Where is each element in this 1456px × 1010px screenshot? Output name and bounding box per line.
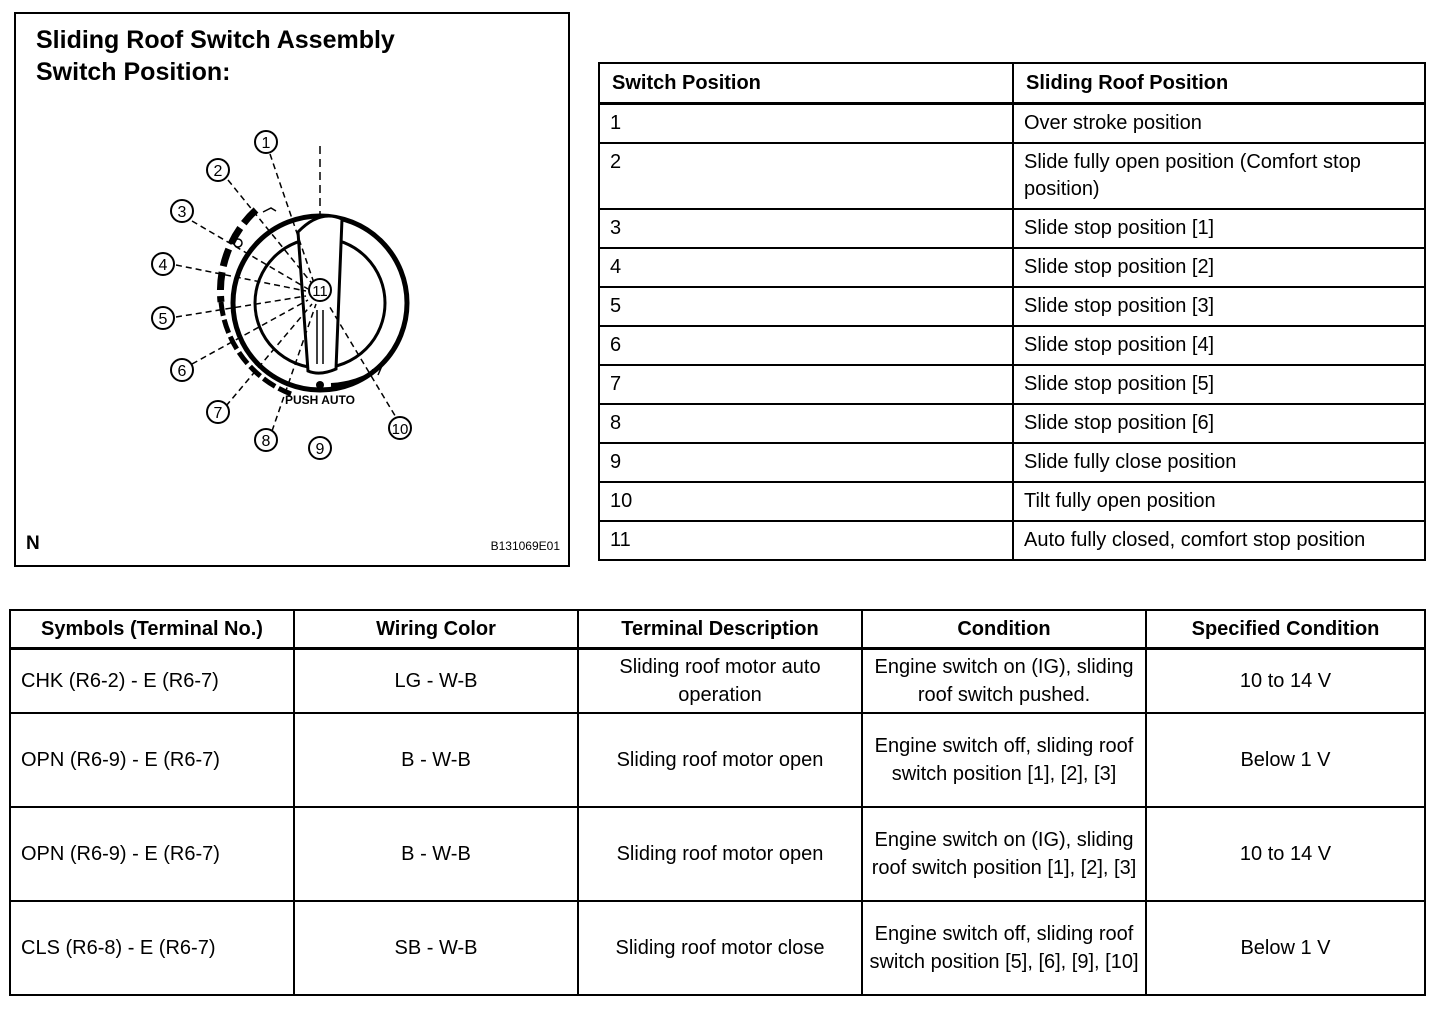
roof-position-cell: Over stroke position [1013, 104, 1425, 144]
specified-condition-cell: 10 to 14 V [1146, 807, 1425, 901]
switch-position-cell: 10 [599, 482, 1013, 521]
table-row [599, 287, 1425, 326]
condition-cell: Engine switch off, sliding roof switch position [5], [6], [9], [10] [862, 901, 1146, 995]
callout-7: 7 [213, 405, 223, 422]
table-row [599, 104, 1425, 144]
condition-cell: Engine switch on (IG), sliding roof switch position [1], [2], [3] [862, 807, 1146, 901]
switch-position-cell: 6 [599, 326, 1013, 365]
specified-condition-cell: 10 to 14 V [1146, 649, 1425, 713]
figure-code: B131069E01 [490, 539, 560, 553]
header-wiring-color: Wiring Color [294, 610, 578, 649]
switch-position-cell: 1 [599, 104, 1013, 144]
figure-title-line2: Switch Position: [36, 58, 231, 86]
header-symbols: Symbols (Terminal No.) [10, 610, 294, 649]
callout-3: 3 [177, 204, 187, 221]
callout-4: 4 [158, 257, 168, 274]
table-row [10, 649, 1425, 713]
roof-position-cell: Slide fully close position [1013, 443, 1425, 482]
callout-2: 2 [213, 163, 223, 180]
header-specified-condition: Specified Condition [1146, 610, 1425, 649]
switch-position-cell: 9 [599, 443, 1013, 482]
roof-position-cell: Tilt fully open position [1013, 482, 1425, 521]
table-row [599, 443, 1425, 482]
header-condition: Condition [862, 610, 1146, 649]
roof-position-cell: Auto fully closed, comfort stop position [1013, 521, 1425, 560]
table-row [599, 209, 1425, 248]
roof-position-cell: Slide stop position [1] [1013, 209, 1425, 248]
switch-diagram-figure [14, 12, 570, 567]
figure-corner-letter: N [26, 533, 40, 554]
header-switch-position: Switch Position [599, 63, 1013, 104]
switch-dial-diagram [16, 14, 568, 565]
description-cell: Sliding roof motor close [578, 901, 862, 995]
callout-6: 6 [177, 363, 187, 380]
switch-position-cell: 2 [599, 143, 1013, 209]
symbol-cell: CHK (R6-2) - E (R6-7) [10, 649, 294, 713]
push-auto-label: PUSH AUTO [284, 393, 356, 407]
callout-5: 5 [158, 311, 168, 328]
wiring-color-cell: B - W-B [294, 713, 578, 807]
description-cell: Sliding roof motor open [578, 807, 862, 901]
table-row [599, 365, 1425, 404]
wiring-color-cell: B - W-B [294, 807, 578, 901]
symbol-cell: CLS (R6-8) - E (R6-7) [10, 901, 294, 995]
table-header-row [599, 63, 1425, 104]
roof-position-cell: Slide stop position [3] [1013, 287, 1425, 326]
switch-position-cell: 8 [599, 404, 1013, 443]
switch-position-cell: 7 [599, 365, 1013, 404]
table-row [599, 482, 1425, 521]
switch-position-table [598, 62, 1426, 561]
table-row [10, 807, 1425, 901]
header-terminal-description: Terminal Description [578, 610, 862, 649]
wiring-color-cell: LG - W-B [294, 649, 578, 713]
wiring-color-cell: SB - W-B [294, 901, 578, 995]
terminal-table [9, 609, 1426, 996]
table-row [599, 521, 1425, 560]
symbol-cell: OPN (R6-9) - E (R6-7) [10, 807, 294, 901]
callout-8: 8 [261, 433, 271, 450]
figure-title-line1: Sliding Roof Switch Assembly [36, 26, 395, 54]
table-row [599, 248, 1425, 287]
switch-position-cell: 5 [599, 287, 1013, 326]
specified-condition-cell: Below 1 V [1146, 901, 1425, 995]
roof-position-cell: Slide stop position [5] [1013, 365, 1425, 404]
condition-cell: Engine switch on (IG), sliding roof switch pushed. [862, 649, 1146, 713]
switch-position-cell: 3 [599, 209, 1013, 248]
specified-condition-cell: Below 1 V [1146, 713, 1425, 807]
callout-9: 9 [315, 441, 325, 458]
condition-cell: Engine switch off, sliding roof switch position [1], [2], [3] [862, 713, 1146, 807]
callout-1: 1 [261, 135, 271, 152]
roof-position-cell: Slide stop position [6] [1013, 404, 1425, 443]
roof-position-cell: Slide stop position [4] [1013, 326, 1425, 365]
table-header-row [10, 610, 1425, 649]
table-row [10, 713, 1425, 807]
callout-10: 10 [391, 421, 409, 438]
switch-position-cell: 4 [599, 248, 1013, 287]
roof-position-cell: Slide stop position [2] [1013, 248, 1425, 287]
header-sliding-roof-position: Sliding Roof Position [1013, 63, 1425, 104]
callout-11: 11 [312, 283, 328, 300]
description-cell: Sliding roof motor open [578, 713, 862, 807]
table-row [599, 404, 1425, 443]
switch-position-cell: 11 [599, 521, 1013, 560]
table-row [599, 326, 1425, 365]
description-cell: Sliding roof motor auto operation [578, 649, 862, 713]
table-row [10, 901, 1425, 995]
symbol-cell: OPN (R6-9) - E (R6-7) [10, 713, 294, 807]
roof-position-cell: Slide fully open position (Comfort stop position) [1013, 143, 1425, 209]
table-row [599, 143, 1425, 209]
